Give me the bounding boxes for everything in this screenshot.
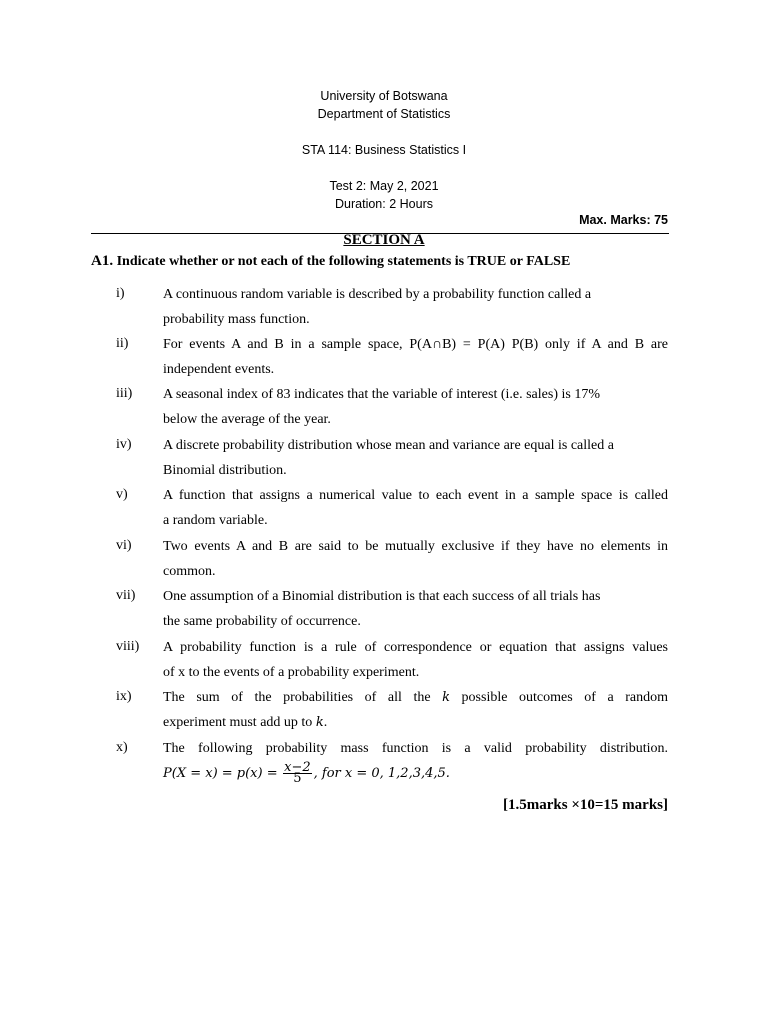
max-marks: Max. Marks: 75 <box>579 213 668 227</box>
university-name: University of Botswana <box>320 89 448 103</box>
question-line: A function that assigns a numerical value to each event in a sample space is called <box>163 488 668 503</box>
question-number: ii) <box>116 336 129 351</box>
question-line: A discrete probability distribution whose mean and variance are equal is called a <box>163 438 614 453</box>
question-text <box>163 534 668 584</box>
department-name: Department of Statistics <box>317 107 451 121</box>
question-line: A seasonal index of 83 indicates that the variable of interest (i.e. sales) is 17% <box>163 387 600 402</box>
question-number: ix) <box>116 689 132 704</box>
fraction: $\frac{x-2}{5}$ <box>284 760 311 787</box>
question-text <box>163 736 668 786</box>
instruction-label: A1. <box>91 253 114 269</box>
math-variable: k <box>315 715 324 730</box>
question-text <box>163 635 668 685</box>
question-text <box>163 382 668 432</box>
test-date: Test 2: May 2, 2021 <box>329 179 439 193</box>
question-text <box>163 483 668 533</box>
question-line: A probability function is a rule of correspondence or equation that assigns values <box>163 640 668 655</box>
question-line: common. <box>163 564 216 579</box>
question-line: For events A and B in a sample space, P(A∩B) = P(A) P(B) only if A and B are <box>163 337 668 352</box>
question-line: probability mass function. <box>163 312 310 327</box>
question-text <box>163 685 668 735</box>
question-text <box>163 433 668 483</box>
question-text <box>163 584 668 634</box>
question-number: v) <box>116 487 128 502</box>
marks-allocation: [1.5marks ×10=15 marks] <box>503 797 668 813</box>
question-number: iv) <box>116 437 132 452</box>
question-text <box>163 332 668 382</box>
question-line: of x to the events of a probability experiment. <box>163 665 420 680</box>
math-variable: k <box>442 690 450 705</box>
question-number: iii) <box>116 386 133 401</box>
test-duration: Duration: 2 Hours <box>335 197 433 211</box>
course-title: STA 114: Business Statistics I <box>301 143 467 157</box>
question-line: independent events. <box>163 362 275 377</box>
question-line: One assumption of a Binomial distribution is that each success of all trials has <box>163 589 601 604</box>
instruction-text: Indicate whether or not each of the following statements is TRUE or FALSE <box>113 254 571 269</box>
question-number: vii) <box>116 588 136 603</box>
question-line: The sum of the probabilities of all the k possible outcomes of a random <box>163 690 668 705</box>
instruction <box>91 253 570 270</box>
section-title: SECTION A <box>343 232 425 248</box>
question-line: the same probability of occurrence. <box>163 614 361 629</box>
question-line: a random variable. <box>163 513 268 528</box>
question-line: experiment must add up to k. <box>163 715 328 730</box>
pmf-formula: P(X = x) = p(x) = $\frac{x-2}{5}$ , for x = 0, 1,2,3,4,5. <box>163 760 450 787</box>
question-number: viii) <box>116 639 140 654</box>
question-line: Two events A and B are said to be mutually exclusive if they have no elements in <box>163 539 668 554</box>
question-number: x) <box>116 740 128 755</box>
question-line: The following probability mass function is a valid probability distribution. <box>163 741 668 756</box>
question-number: vi) <box>116 538 132 553</box>
question-line: A continuous random variable is described by a probability function called a <box>163 287 592 302</box>
question-line: Binomial distribution. <box>163 463 287 478</box>
question-line: below the average of the year. <box>163 412 331 427</box>
question-number: i) <box>116 286 125 301</box>
question-text <box>163 282 668 332</box>
